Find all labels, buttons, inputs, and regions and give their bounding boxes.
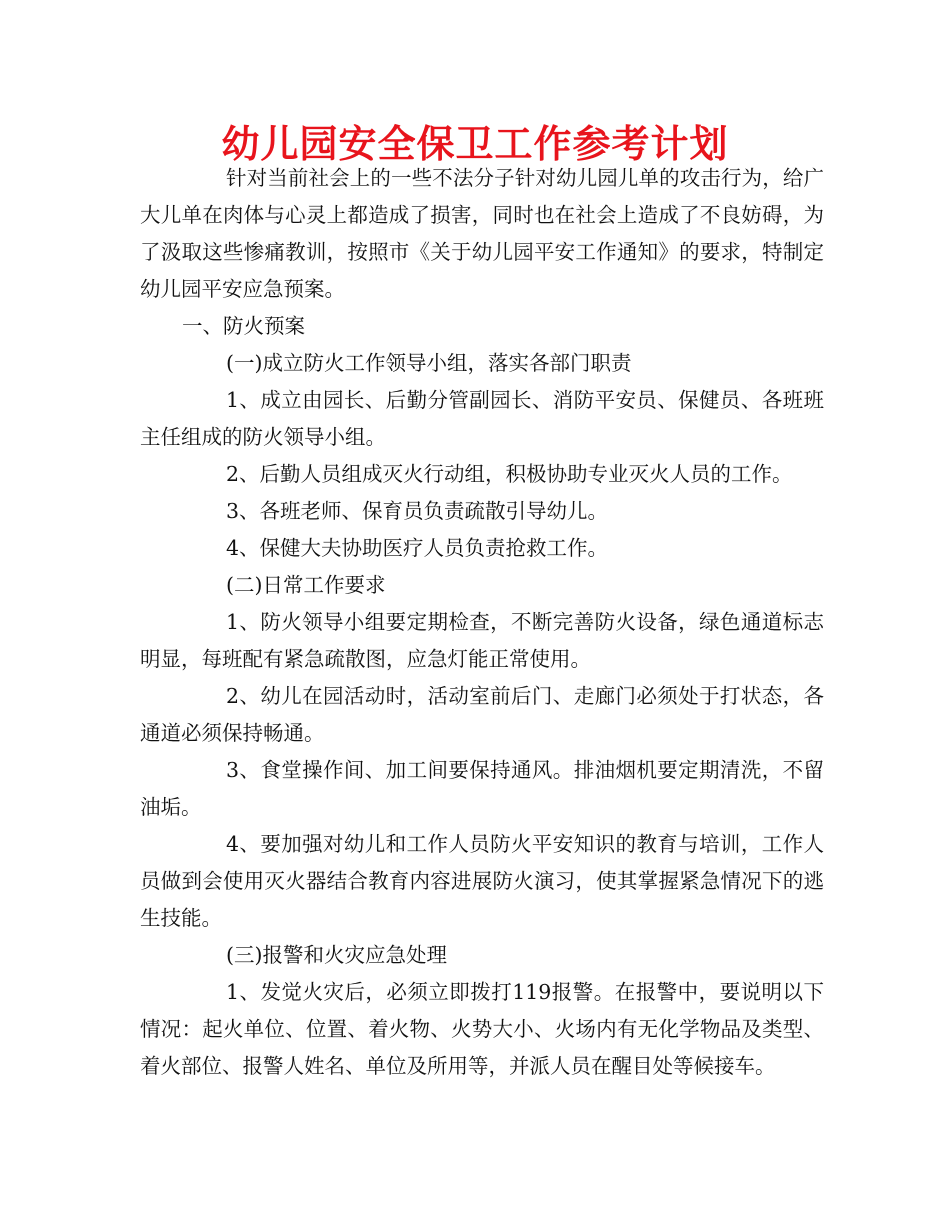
subsection-heading-alarm-response: (三)报警和火灾应急处理 bbox=[226, 943, 447, 967]
list-item: 4、要加强对幼儿和工作人员防火平安知识的教育与培训，工作人员做到会使用灭火器结合教育内容进展防火演习，使其掌握紧急情况下的逃生技能。 bbox=[140, 832, 824, 930]
document-title: 幼儿园安全保卫工作参考计划 bbox=[221, 122, 729, 166]
list-item: 2、幼儿在园活动时，活动室前后门、走廊门必须处于打状态，各通道必须保持畅通。 bbox=[140, 684, 824, 745]
subsection-heading-leadership-group: (一)成立防火工作领导小组，落实各部门职责 bbox=[226, 351, 632, 375]
list-item: 3、食堂操作间、加工间要保持通风。排油烟机要定期清洗，不留油垢。 bbox=[140, 758, 824, 819]
subsection-heading-daily-requirements: (二)日常工作要求 bbox=[226, 573, 386, 597]
list-item: 2、后勤人员组成灭火行动组，积极协助专业灭火人员的工作。 bbox=[226, 462, 793, 486]
list-item: 4、保健大夫协助医疗人员负责抢救工作。 bbox=[226, 536, 609, 560]
section-heading-fire-plan: 一、防火预案 bbox=[182, 314, 305, 338]
list-item: 1、成立由园长、后勤分管副园长、消防平安员、保健员、各班班主任组成的防火领导小组。 bbox=[140, 388, 824, 449]
intro-paragraph: 针对当前社会上的一些不法分子针对幼儿园儿单的攻击行为，给广大儿单在肉体与心灵上都造成了损害，同时也在社会上造成了不良妨碍，为了汲取这些惨痛教训，按照市《关于幼儿园平安工作通知》的要求，特制定幼儿园平安应急预案。 bbox=[140, 166, 824, 301]
list-item: 1、防火领导小组要定期检查，不断完善防火设备，绿色通道标志明显，每班配有紧急疏散图，应急灯能正常使用。 bbox=[140, 610, 824, 671]
list-item: 3、各班老师、保育员负责疏散引导幼儿。 bbox=[226, 499, 609, 523]
document-body bbox=[140, 160, 824, 1085]
list-item: 1、发觉火灾后，必须立即拨打119报警。在报警中，要说明以下情况：起火单位、位置、着火物、火势大小、火场内有无化学物品及类型、着火部位、报警人姓名、单位及所用等，并派人员在醒目处等候接车。 bbox=[140, 980, 824, 1078]
